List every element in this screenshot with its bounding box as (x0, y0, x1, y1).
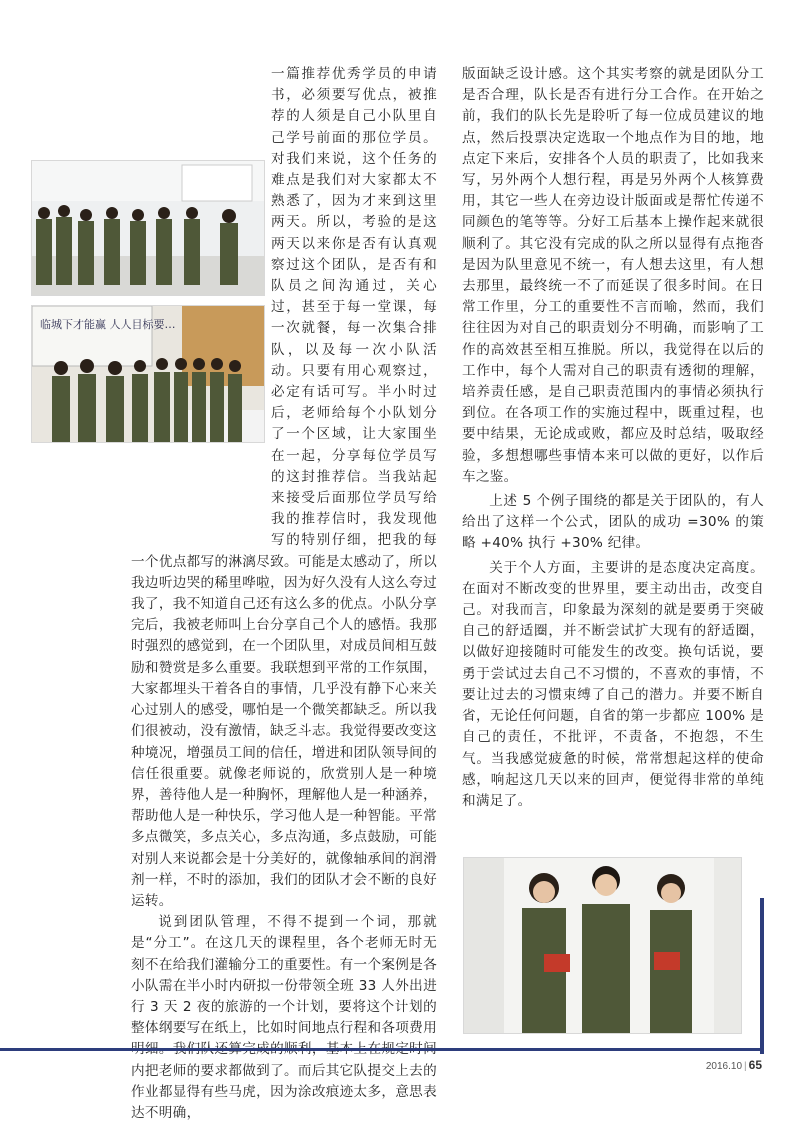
page-footer (706, 1058, 762, 1072)
issue-date: 2016.10 (705, 1061, 743, 1072)
right-paragraph-2: 上述 5 个例子围绕的都是关于团队的，有人给出了这样一个公式，团队的成功 =30% 的策略 +40% 执行 +30% 纪律。 (462, 493, 764, 552)
left-paragraph-1: 一篇推荐优秀学员的申请书，必须要写优点，被推荐的人须是自己小队里自己学号前面的那位学员。对我们来说，这个任务的难点是我们对大家都太不熟悉了，因为才来到这里两天。所以，考验的是这两天以来你是否有认真观察过这个团队，是否有和队员之间沟通过，关心过，甚至于每一堂课，每一次就餐，每一次集合排队，以及每一次小队活动。只要有用心观察过，必定有话可写。半小时过后，老师给每个小队划分了一个区域，让大家围坐在一起，分享每位学员写的这封推荐信。当我站起来接受后面那位学员写给我的推荐信时，我发现他写的特别仔细，把我的每一个优点都写的淋漓尽致。可能是太感动了，所以我边听边哭的稀里哗啦，因为好久没有人这么夸过我了，我不知道自己还有这么多的优点。小队分享完后，我被老师叫上台分享自己个人的感悟。我那时强烈的感觉到，在一个团队里，对成员间相互鼓励和赞赏是多么重要。我联想到平常的工作氛围，大家都埋头干着各自的事情，几乎没有静下心来关心过别人的感受，哪怕是一个微笑都缺乏。所以我们很被动，没有激情，缺乏斗志。我觉得要改变这种境况，增强员工间的信任，增进和团队领导间的信任很重要。就像老师说的，欣赏别人是一种境界，善待他人是一种胸怀，理解他人是一种涵养，帮助他人是一种快乐，学习他人是一种智能。平常多点微笑，多点关心，多点沟通，多点鼓励，可能对别人来说都会是十分美好的，就像轴承间的润滑剂一样，不时的添加，我们的团队才会不断的良好运转。 (131, 66, 437, 909)
photo-award-trio-illustration (464, 858, 741, 1033)
right-paragraph-3: 关于个人方面，主要讲的是态度决定高度。在面对不断改变的世界里，要主动出击，改变自己。对我而言，印象最为深刻的就是要勇于突破自己的舒适圈，并不断尝试扩大现有的舒适圈，以做好迎接随时可能发生的改变。换句话说，要勇于尝试过去自己不习惯的，不喜欢的事情，不要让过去的习惯束缚了自己的潜力。并要不断自省，无论任何问题，自省的第一步都应 100% 是自己的责任，不批评，不责备，不抱怨，不生气。当我感觉疲惫的时候，常常想起这样的使命感，响起这几天以来的回声，便觉得非常的单纯和满足了。 (462, 559, 764, 809)
article-right-column (462, 64, 764, 812)
right-paragraph-1: 版面缺乏设计感。这个其实考察的就是团队分工是否合理，队长是否有进行分工合作。在开始之前，我们的队长先是聆听了每一位成员建议的地点，然后投票决定选取一个地点作为目的地，地点定下来后，安排各个人员的职责了，比如我来写，另外两个人想行程，再是另外两个人核算费用，其它一些人在旁边设计版面或是帮忙传递不同颜色的笔等等。分好工后基本上操作起来就很顺利了。其它没有完成的队之所以显得有点拖沓是因为队里意见不统一，有人想去这里，有人想去那里，最终统一不了而延误了很多时间。在日常工作里，分工的重要性不言而喻，然而，我们往往因为对自己的职责划分不明确，而影响了工作的高效甚至相互推脱。所以，我觉得在以后的工作中，每个人需对自己的职责有透彻的理解，培养责任感，是自己职责范围内的事情必须执行到位。在各项工作的实施过程中，既重过程，也要中结果，无论成或败，都应及时总结，吸取经验，多想想哪些事情本来可以做的更好，以作后车之鉴。 (462, 66, 764, 485)
accent-horizontal-line (0, 1048, 764, 1051)
accent-vertical-line (760, 898, 764, 1054)
left-paragraph-2: 说到团队管理，不得不提到一个词，那就是“分工”。在这几天的课程里，各个老师无时无刻不在给我们灌输分工的重要性。有一个案例是各小队需在半小时内研拟一份带领全班 33 人外出进行 3 天 2 夜的旅游的一个计划，要将这个计划的整体纲要写在纸上，比如时间地点行程和各项费用 内把老师的要求都做到了。而后其它队提交上去的作业都显得有些马虎，因为涂改痕迹太多，意思表达不明确， (131, 914, 437, 1121)
page-number: 65 (748, 1058, 762, 1072)
photo-award-trio (463, 857, 742, 1034)
article-left-column (131, 64, 437, 1124)
board-text: 临城下才能赢 人人目标要… (40, 318, 176, 331)
footer-separator: | (744, 1061, 747, 1072)
photo-wrap-space (131, 130, 271, 534)
